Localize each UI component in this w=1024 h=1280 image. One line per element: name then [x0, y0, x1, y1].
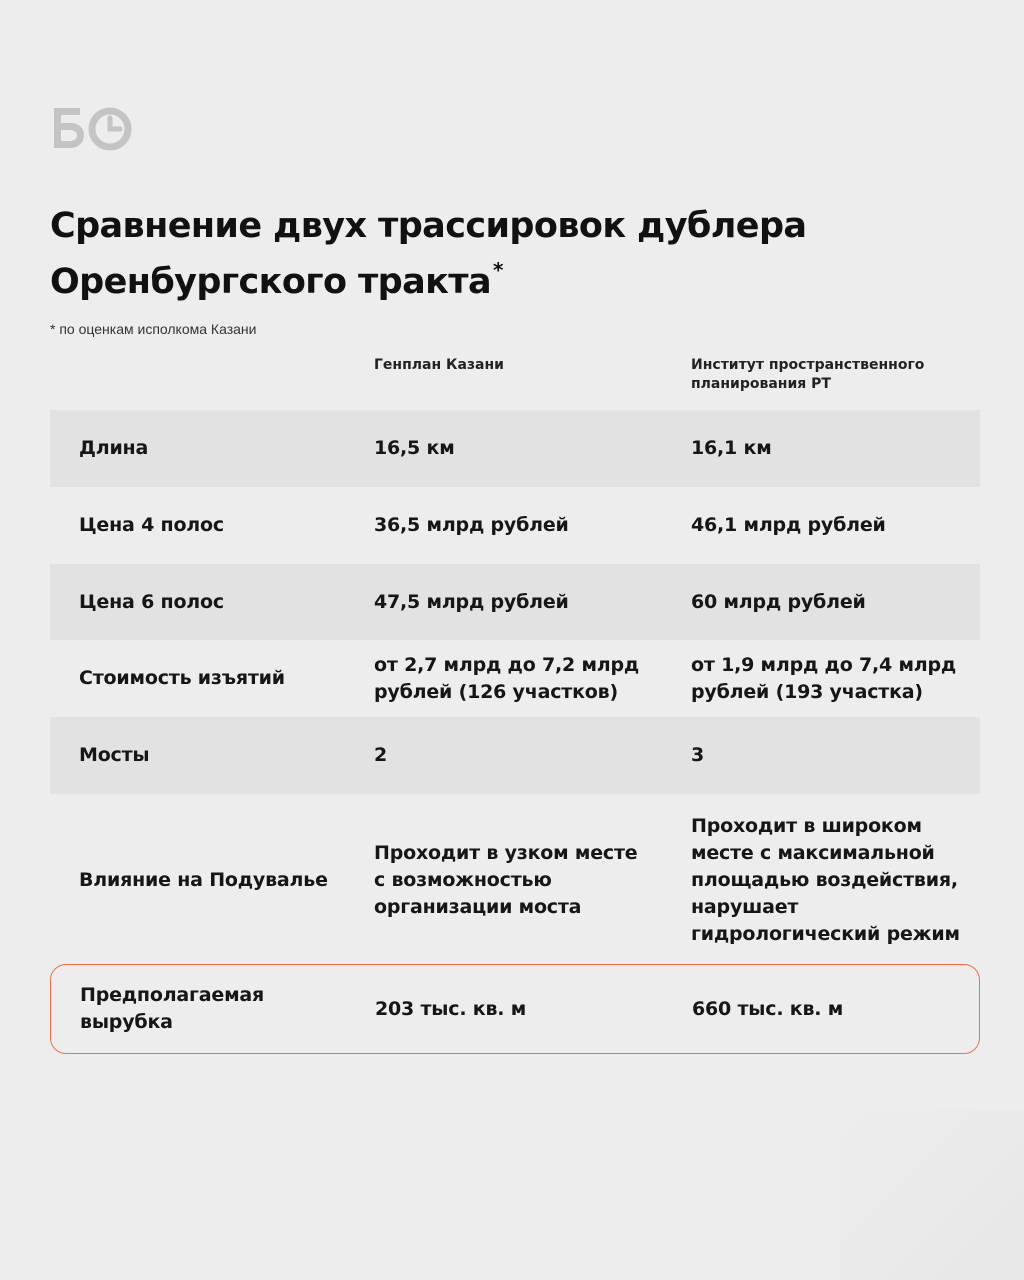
column-header-institute: Институт пространственного планирования РТ [691, 357, 925, 392]
footnote: * по оценкам исполкома Казани [50, 321, 257, 337]
table-row [50, 717, 980, 794]
row-label: Цена 4 полос [79, 514, 224, 536]
table-row [50, 800, 980, 960]
brand-logo-mark [50, 104, 132, 154]
row-label: Мосты [79, 744, 150, 766]
row-value-genplan: 16,5 км [374, 437, 455, 459]
brand-logo [50, 104, 132, 154]
page-title [50, 204, 950, 304]
row-value-genplan: Проходит в узком месте с возможностью организации моста [374, 841, 638, 918]
row-value-institute: 3 [691, 744, 705, 766]
row-value-genplan: от 2,7 млрд до 7,2 млрд рублей (126 участков) [374, 653, 640, 703]
table-row-highlighted [50, 964, 980, 1054]
row-value-institute: 16,1 км [691, 437, 772, 459]
row-label: Цена 6 полос [79, 590, 224, 613]
corner-shade [840, 1110, 1024, 1280]
table-row [50, 487, 980, 564]
page-title-text: Сравнение двух трассировок дублера Оренбургского тракта [50, 206, 807, 302]
table-row [50, 410, 980, 487]
row-label: Стоимость изъятий [79, 667, 285, 689]
column-header-genplan: Генплан Казани [374, 357, 504, 373]
row-value-genplan: 47,5 млрд рублей [374, 590, 569, 613]
row-label: Длина [79, 437, 149, 459]
row-value-institute: от 1,9 млрд до 7,4 млрд рублей (193 участка) [691, 653, 957, 703]
row-value-genplan: 36,5 млрд рублей [374, 514, 569, 536]
row-value-genplan: 203 тыс. кв. м [375, 997, 527, 1020]
row-value-institute: Проходит в широком месте с максимальной площадью воздействия, нарушает гидрологический режим [691, 814, 960, 945]
row-value-institute: 660 тыс. кв. м [692, 997, 844, 1020]
row-value-institute: 46,1 млрд рублей [691, 514, 886, 536]
table-row [50, 564, 980, 640]
table-row [50, 640, 980, 717]
row-value-genplan: 2 [374, 744, 388, 766]
row-label: Влияние на Подувалье [79, 868, 328, 891]
row-value-institute: 60 млрд рублей [691, 590, 866, 613]
title-asterisk: * [493, 258, 503, 282]
row-label: Предполагаемая вырубка [80, 984, 265, 1033]
